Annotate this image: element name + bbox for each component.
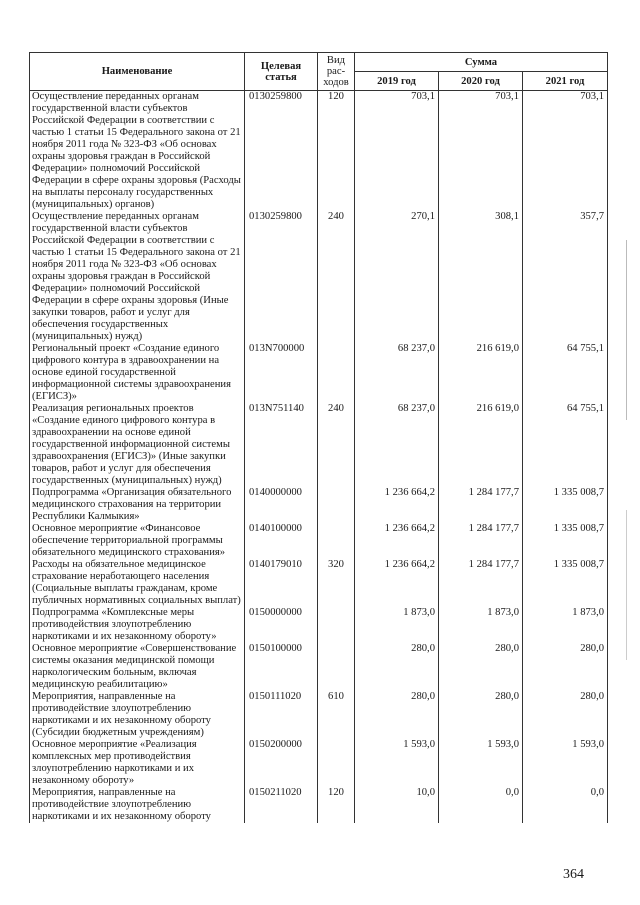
- row-code: 0140179010: [245, 559, 318, 607]
- table-row: [30, 691, 608, 739]
- row-code: 0150000000: [245, 607, 318, 643]
- row-code: 0130259800: [245, 91, 318, 212]
- row-vr: [318, 607, 355, 643]
- row-name: Основное мероприятие «Реализация комплексных мер противодействия злоупотреблению наркотиками и их незаконному обороту»: [30, 739, 245, 787]
- row-vr: [318, 523, 355, 559]
- row-code: 013N751140: [245, 403, 318, 487]
- row-name: Региональный проект «Создание единого цифрового контура в здравоохранении на основе единой государственной информационной системы здравоохранения (ЕГИСЗ)»: [30, 343, 245, 403]
- row-code: 013N700000: [245, 343, 318, 403]
- table-row: [30, 607, 608, 643]
- row-code: 0140100000: [245, 523, 318, 559]
- row-2020: 216 619,0: [439, 403, 523, 487]
- table-row: [30, 643, 608, 691]
- row-2021: 64 755,1: [523, 343, 608, 403]
- row-2021: 1 335 008,7: [523, 523, 608, 559]
- row-2021: 64 755,1: [523, 403, 608, 487]
- row-2020: 1 593,0: [439, 739, 523, 787]
- row-vr: 240: [318, 403, 355, 487]
- row-2021: 1 335 008,7: [523, 487, 608, 523]
- row-2021: 703,1: [523, 91, 608, 212]
- row-name: Расходы на обязательное медицинское страхование неработающего населения (Социальные выплаты гражданам, кроме публичных нормативных социальных выплат): [30, 559, 245, 607]
- row-name: Мероприятия, направленные на противодействие злоупотреблению наркотиками и их незаконному обороту: [30, 787, 245, 823]
- row-name: Осуществление переданных органам государственной власти субъектов Российской Федерации в соответствии с частью 1 статьи 15 Федерального закона от 21 ноября 2011 года № 323-ФЗ «Об основах охраны здоровья граждан в Российской Федерации» полномочий Российской Федерации в сфере охраны здоровья (Иные закупки товаров, работ и услуг для обеспечения государственных (муниципальных) нужд): [30, 211, 245, 343]
- row-code: 0150200000: [245, 739, 318, 787]
- row-2020: 1 284 177,7: [439, 523, 523, 559]
- row-vr: 240: [318, 211, 355, 343]
- row-2019: 1 873,0: [355, 607, 439, 643]
- table-row: [30, 91, 608, 212]
- row-2019: 68 237,0: [355, 343, 439, 403]
- row-2020: 703,1: [439, 91, 523, 212]
- row-2021: 280,0: [523, 643, 608, 691]
- row-2020: 1 284 177,7: [439, 559, 523, 607]
- row-code: 0140000000: [245, 487, 318, 523]
- table-row: [30, 787, 608, 823]
- row-2019: 280,0: [355, 691, 439, 739]
- row-name: Осуществление переданных органам государственной власти субъектов Российской Федерации в соответствии с частью 1 статьи 15 Федерального закона от 21 ноября 2011 года № 323-ФЗ «Об основах охраны здоровья граждан в Российской Федерации» полномочий Российской Федерации в сфере охраны здоровья (Расходы на выплаты персоналу государственных (муниципальных) органов): [30, 91, 245, 212]
- row-vr: 320: [318, 559, 355, 607]
- header-year-2019: 2019 год: [355, 72, 439, 91]
- row-2020: 1 284 177,7: [439, 487, 523, 523]
- row-2019: 1 236 664,2: [355, 487, 439, 523]
- row-2021: 1 593,0: [523, 739, 608, 787]
- row-2019: 1 236 664,2: [355, 523, 439, 559]
- budget-table: [29, 52, 608, 823]
- row-2020: 0,0: [439, 787, 523, 823]
- row-2021: 1 873,0: [523, 607, 608, 643]
- page-number: 364: [563, 867, 584, 882]
- row-2021: 1 335 008,7: [523, 559, 608, 607]
- table-row: [30, 739, 608, 787]
- row-name: Основное мероприятие «Совершенствование системы оказания медицинской помощи наркологическим больным, включая медицинскую реабилитацию»: [30, 643, 245, 691]
- row-code: 0130259800: [245, 211, 318, 343]
- header-code: Целевая статья: [245, 53, 318, 91]
- row-vr: [318, 343, 355, 403]
- header-year-2021: 2021 год: [523, 72, 608, 91]
- table-row: [30, 559, 608, 607]
- row-name: Подпрограмма «Комплексные меры противодействия злоупотреблению наркотиками и их незаконному обороту»: [30, 607, 245, 643]
- header-name: Наименование: [30, 53, 245, 91]
- header-sum: Сумма: [355, 53, 608, 72]
- row-2019: 1 593,0: [355, 739, 439, 787]
- row-2019: 10,0: [355, 787, 439, 823]
- row-2020: 216 619,0: [439, 343, 523, 403]
- row-code: 0150211020: [245, 787, 318, 823]
- table-row: [30, 211, 608, 343]
- row-2021: 280,0: [523, 691, 608, 739]
- row-2020: 280,0: [439, 643, 523, 691]
- row-2020: 280,0: [439, 691, 523, 739]
- scan-edge-mark: [626, 240, 627, 840]
- row-2020: 1 873,0: [439, 607, 523, 643]
- row-vr: [318, 487, 355, 523]
- row-2019: 703,1: [355, 91, 439, 212]
- header-vr: Вид рас-ходов: [318, 53, 355, 91]
- table-row: [30, 487, 608, 523]
- row-name: Реализация региональных проектов «Создание единого цифрового контура в здравоохранении на основе единой государственной информационной системы здравоохранения (ЕГИСЗ)» (Иные закупки товаров, работ и услуг для обеспечения государственных (муниципальных) нужд): [30, 403, 245, 487]
- row-name: Основное мероприятие «Финансовое обеспечение территориальной программы обязательного медицинского страхования»: [30, 523, 245, 559]
- row-2019: 1 236 664,2: [355, 559, 439, 607]
- row-2019: 270,1: [355, 211, 439, 343]
- row-name: Мероприятия, направленные на противодействие злоупотреблению наркотиками и их незаконному обороту (Субсидии бюджетным учреждениям): [30, 691, 245, 739]
- row-2021: 0,0: [523, 787, 608, 823]
- row-2019: 280,0: [355, 643, 439, 691]
- row-vr: 120: [318, 787, 355, 823]
- row-2019: 68 237,0: [355, 403, 439, 487]
- row-name: Подпрограмма «Организация обязательного медицинского страхования на территории Республики Калмыкия»: [30, 487, 245, 523]
- table-row: [30, 523, 608, 559]
- row-vr: 120: [318, 91, 355, 212]
- header-year-2020: 2020 год: [439, 72, 523, 91]
- row-2020: 308,1: [439, 211, 523, 343]
- table-row: [30, 403, 608, 487]
- table-row: [30, 343, 608, 403]
- row-vr: [318, 643, 355, 691]
- row-vr: [318, 739, 355, 787]
- row-2021: 357,7: [523, 211, 608, 343]
- row-code: 0150111020: [245, 691, 318, 739]
- row-vr: 610: [318, 691, 355, 739]
- row-code: 0150100000: [245, 643, 318, 691]
